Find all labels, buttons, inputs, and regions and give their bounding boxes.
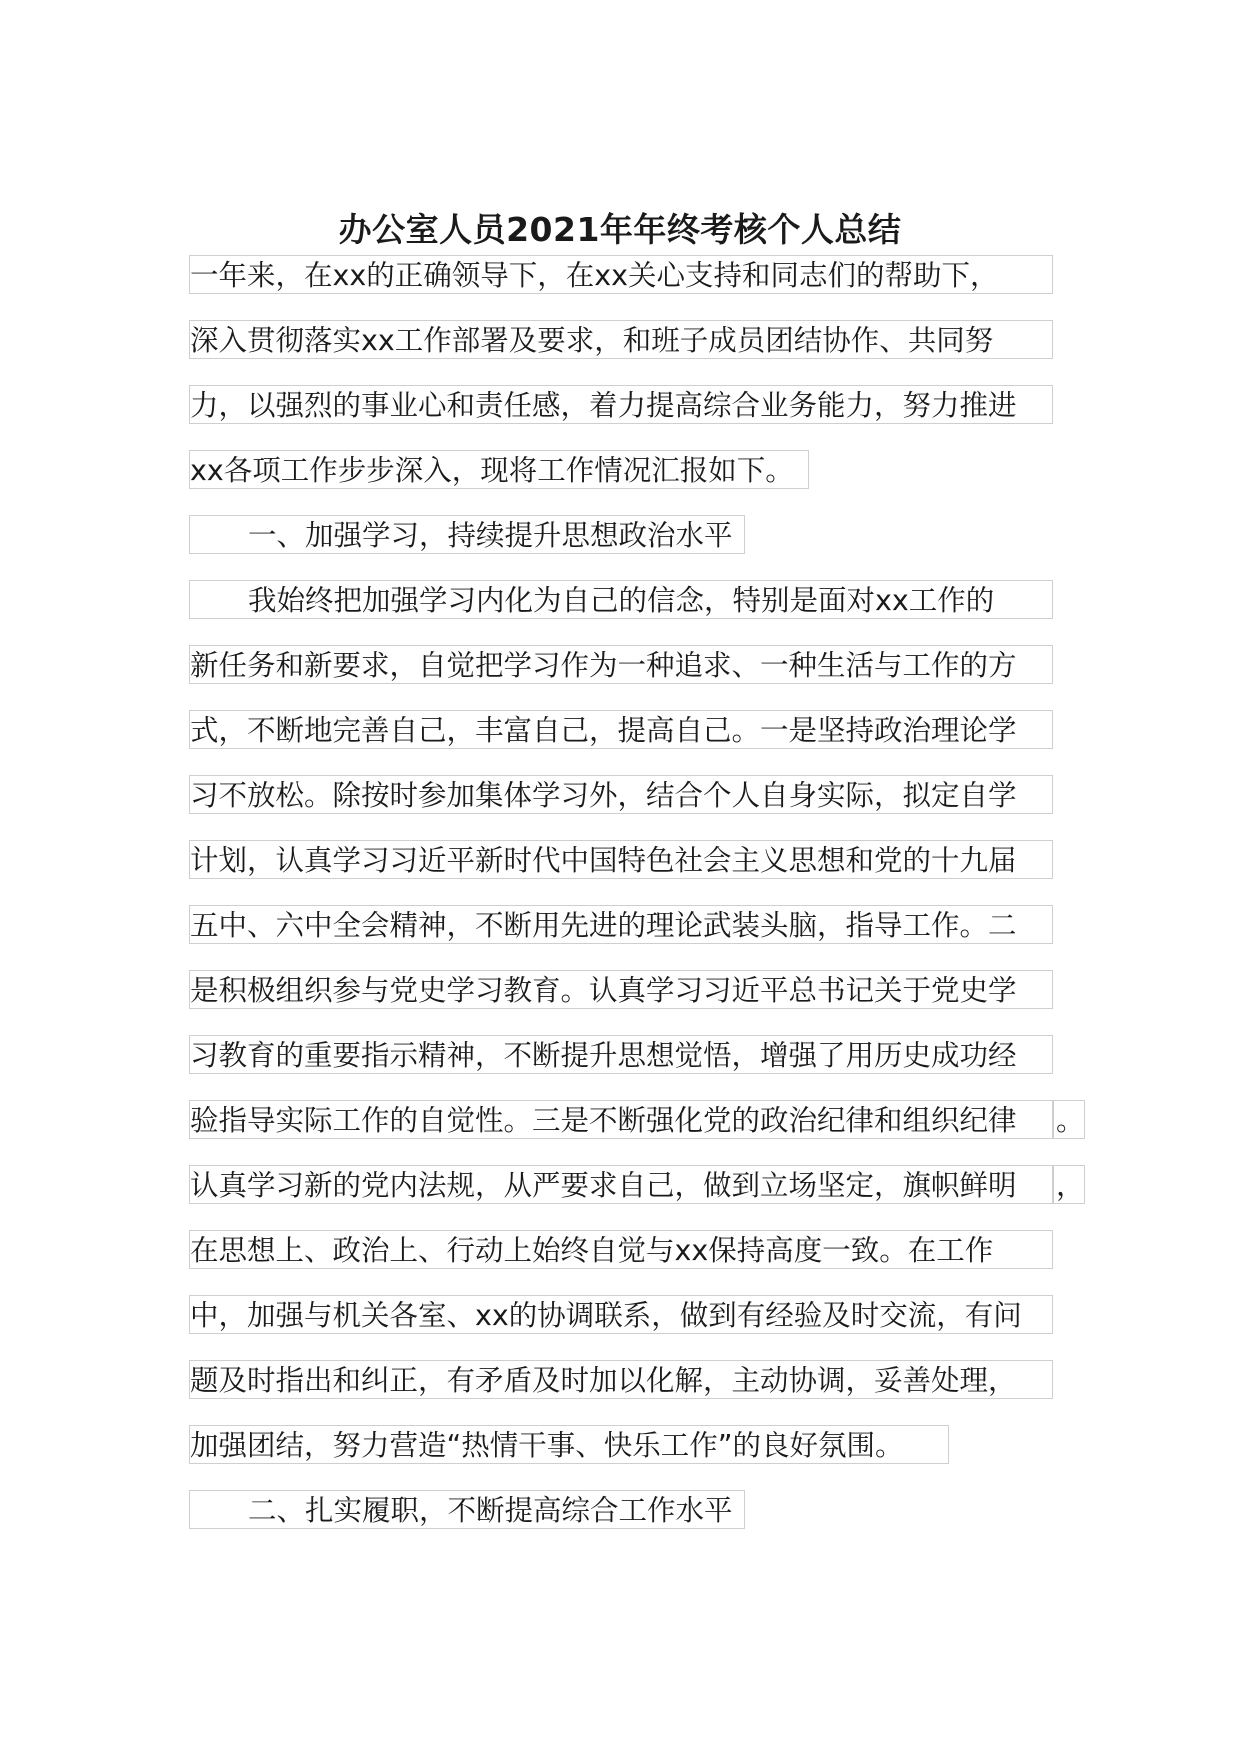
text-line bbox=[189, 320, 1089, 385]
text-line-content: 我始终把加强学习内化为自己的信念，特别是面对xx工作的 bbox=[189, 580, 1053, 619]
text-line-content: 深入贯彻落实xx工作部署及要求，和班子成员团结协作、共同努 bbox=[189, 320, 1053, 359]
text-line-content: xx各项工作步步深入，现将工作情况汇报如下。 bbox=[189, 450, 809, 489]
text-line bbox=[189, 970, 1089, 1035]
text-line-content: 一年来，在xx的正确领导下，在xx关心支持和同志们的帮助下， bbox=[189, 255, 1053, 294]
text-line-content: 力，以强烈的事业心和责任感，着力提高综合业务能力，努力推进 bbox=[189, 385, 1053, 424]
text-line-content: 验指导实际工作的自觉性。三是不断强化党的政治纪律和组织纪律 bbox=[189, 1100, 1053, 1139]
text-line-content: 新任务和新要求，自觉把学习作为一种追求、一种生活与工作的方 bbox=[189, 645, 1053, 684]
text-line bbox=[189, 840, 1089, 905]
text-line bbox=[189, 1100, 1089, 1165]
text-line bbox=[189, 1165, 1089, 1230]
text-line-content: 计划，认真学习习近平新时代中国特色社会主义思想和党的十九届 bbox=[189, 840, 1053, 879]
text-line-content: 式，不断地完善自己，丰富自己，提高自己。一是坚持政治理论学 bbox=[189, 710, 1053, 749]
section-heading-text: 二、扎实履职，不断提高综合工作水平 bbox=[189, 1490, 745, 1529]
text-line bbox=[189, 645, 1089, 710]
text-line bbox=[189, 1425, 1089, 1490]
text-line-content: 加强团结，努力营造“热情干事、快乐工作”的良好氛围。 bbox=[189, 1425, 949, 1464]
text-line-content: 是积极组织参与党史学习教育。认真学习习近平总书记关于党史学 bbox=[189, 970, 1053, 1009]
text-line bbox=[189, 1230, 1089, 1295]
text-line bbox=[189, 580, 1089, 645]
text-line-content: 五中、六中全会精神，不断用先进的理论武装头脑，指导工作。二 bbox=[189, 905, 1053, 944]
text-line bbox=[189, 255, 1089, 320]
text-line bbox=[189, 385, 1089, 450]
text-line bbox=[189, 905, 1089, 970]
section-heading-text: 一、加强学习，持续提升思想政治水平 bbox=[189, 515, 745, 554]
text-line-content: 习教育的重要指示精神，不断提升思想觉悟，增强了用历史成功经 bbox=[189, 1035, 1053, 1074]
punctuation-overflow: 。 bbox=[1053, 1100, 1085, 1139]
text-line-content: 在思想上、政治上、行动上始终自觉与xx保持高度一致。在工作 bbox=[189, 1230, 1053, 1269]
document-title: 办公室人员2021年年终考核个人总结 bbox=[338, 210, 902, 250]
section-heading bbox=[189, 515, 1089, 580]
text-line bbox=[189, 450, 1089, 515]
text-line bbox=[189, 775, 1089, 840]
punctuation-overflow: ， bbox=[1053, 1165, 1085, 1204]
text-line-content: 中，加强与机关各室、xx的协调联系，做到有经验及时交流，有问 bbox=[189, 1295, 1053, 1334]
body-text bbox=[189, 255, 1089, 1555]
text-line bbox=[189, 710, 1089, 775]
text-line-content: 认真学习新的党内法规，从严要求自己，做到立场坚定，旗帜鲜明 bbox=[189, 1165, 1053, 1204]
text-line bbox=[189, 1035, 1089, 1100]
text-line bbox=[189, 1295, 1089, 1360]
section-heading bbox=[189, 1490, 1089, 1555]
text-line bbox=[189, 1360, 1089, 1425]
text-line-content: 题及时指出和纠正，有矛盾及时加以化解，主动协调，妥善处理， bbox=[189, 1360, 1053, 1399]
text-line-content: 习不放松。除按时参加集体学习外，结合个人自身实际，拟定自学 bbox=[189, 775, 1053, 814]
